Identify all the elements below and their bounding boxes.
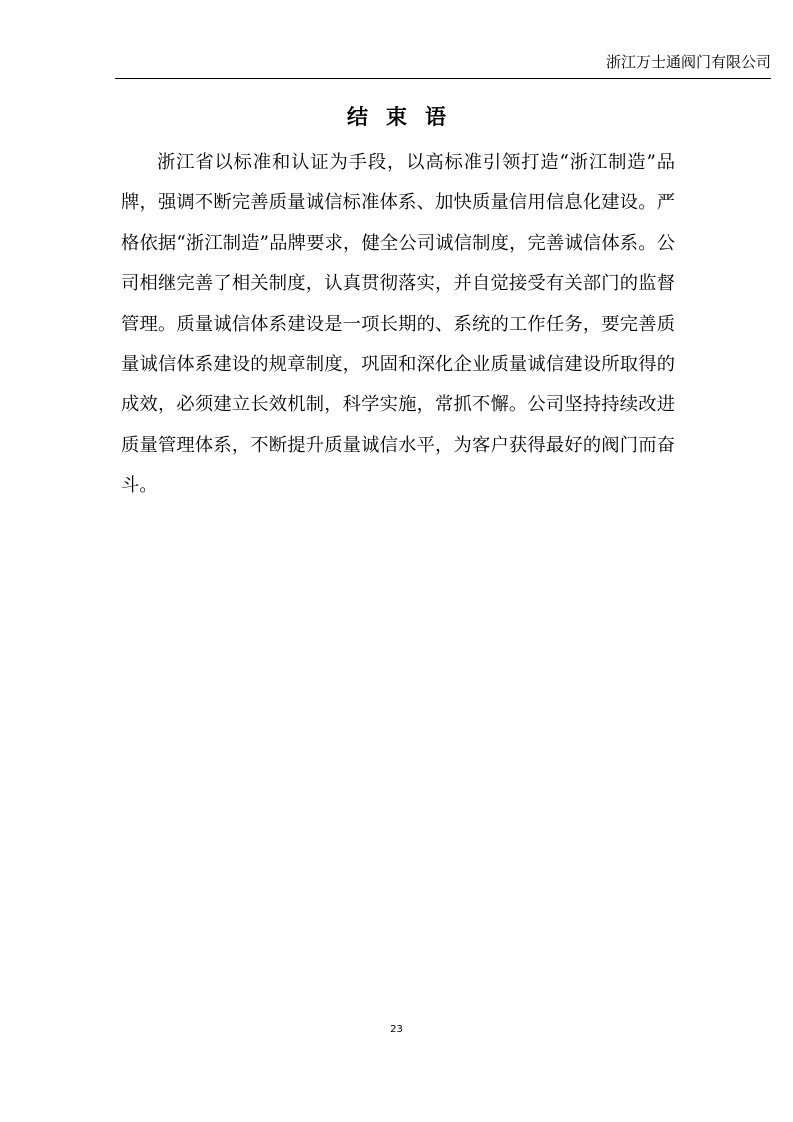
page-title: 结束语 [347,104,464,129]
page-header-company: 浙江万士通阀门有限公司 [605,53,771,71]
page-number: 23 [390,1024,403,1035]
header-divider [115,78,771,79]
body-paragraph: 浙江省以标准和认证为手段，以高标准引领打造“浙江制造”品牌，强调不断完善质量诚信标准体系、加快质量信用信息化建设。严格依据“浙江制造”品牌要求，健全公司诚信制度，完善诚信体系。公司相继完善了相关制度，认真贯彻落实，并自觉接受有关部门的监督管理。质量诚信体系建设是一项长期的、系统的工作任务，要完善质量诚信体系建设的规章制度，巩固和深化企业质量诚信建设所取得的成效，必须建立长效机制，科学实施，常抓不懈。公司坚持持续改进质量管理体系，不断提升质量诚信水平，为客户获得最好的阀门而奋斗。 [121,152,675,497]
